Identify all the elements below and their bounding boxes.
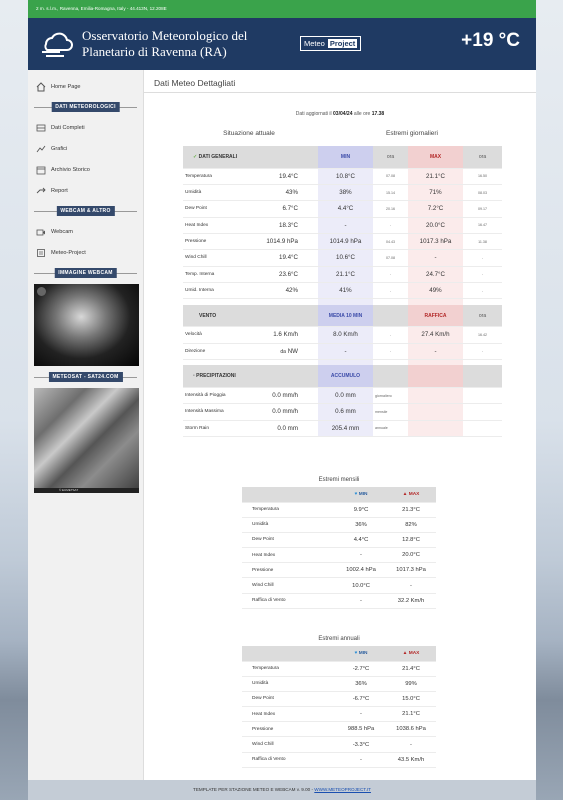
section-immagine-webcam: IMMAGINE WEBCAM (28, 266, 143, 280)
droplet-max-icon: ▲ (402, 491, 408, 497)
table-row: Wind Chill -3.3°C - (242, 737, 436, 752)
top-info-bar (28, 0, 536, 18)
webcam-image[interactable] (34, 284, 139, 366)
table-row: Dew Point -6.7°C 15.0°C (242, 691, 436, 706)
station-location: 2 m. s.l.m., Ravenna, Emilia-Romagna, Italy - 44.413N, 12.208E (36, 6, 167, 11)
archive-icon (36, 165, 46, 175)
table-row: Wind Chill 10.0°C - (242, 578, 436, 593)
table-row: Direzione da NW - - - - (183, 343, 502, 359)
satellite-caption: © EUMETSAT (34, 488, 139, 493)
table-row: Raffica di Vento - 32.2 Km/h (242, 593, 436, 608)
table-row: Temperatura -2.7°C 21.4°C (242, 661, 436, 676)
sidebar-item-label: Home Page (51, 83, 81, 90)
update-info: Dati aggiornati il 03/04/24 alle ore 17.38 (295, 111, 385, 117)
page-title: Dati Meteo Dettagliati (154, 78, 236, 88)
daily-extremes-heading: Estremi giornalieri (385, 130, 439, 137)
site-title-line2: Planetario di Ravenna (RA) (82, 44, 227, 59)
update-date: 03/04/24 (333, 111, 353, 117)
detailed-data-table (183, 146, 502, 437)
table-row: Pressione 1014.9 hPa 1014.9 hPa 04.43 1017.3 hPa 11.38 (183, 233, 502, 249)
table-row: Umid. Interna 42% 41% - 49% - (183, 282, 502, 298)
table-row: Heat Index 18.3°C - - 20.0°C 16.47 (183, 217, 502, 233)
main-content (144, 70, 536, 780)
table-row: Velocità 1.6 Km/h 8.0 Km/h - 27.4 Km/h 16.42 (183, 327, 502, 343)
sidebar-item-report[interactable] (28, 180, 143, 201)
link-icon (36, 248, 46, 258)
table-row: Umidità 36% 82% (242, 517, 436, 532)
site-title[interactable] (82, 28, 247, 60)
logo-right: Project (329, 39, 356, 48)
rain-bullet-icon: • (193, 373, 197, 380)
sidebar-item-label: Archivio Storico (51, 166, 90, 173)
current-temperature: +19 °C (461, 30, 520, 51)
footer-link[interactable]: WWW.METEOPROJECT.IT (314, 787, 371, 792)
sidebar-item-label: Dati Completi (51, 124, 85, 131)
table-row: Heat Index - 20.0°C (242, 548, 436, 563)
report-icon (36, 186, 46, 196)
sidebar-item-dati-completi[interactable] (28, 117, 143, 138)
table-row: Intensità Massima 0.0 mm/h 0.6 mm mensile (183, 404, 502, 420)
meteoproject-logo[interactable] (300, 36, 361, 51)
site-header (28, 18, 536, 70)
site-footer (28, 780, 536, 800)
droplet-min-icon: ♥ (354, 491, 358, 497)
table-row: Wind Chill 19.4°C 10.6°C 07.08 - - (183, 250, 502, 266)
table-row: Umidità 43% 38% 15.14 71% 08.03 (183, 184, 502, 200)
sidebar (28, 70, 144, 780)
table-row: Pressione 988.5 hPa 1038.6 hPa (242, 722, 436, 737)
sidebar-item-meteo-project[interactable] (28, 242, 143, 263)
site-title-line1: Osservatorio Meteorologico del (82, 28, 248, 43)
section-meteosat: METEOSAT - SAT24.COM (28, 370, 143, 384)
table-row: Pressione 1002.4 hPa 1017.3 hPa (242, 563, 436, 578)
sidebar-item-label: Webcam (51, 228, 73, 235)
sidebar-item-label: Grafici (51, 145, 68, 152)
table-row: Temp. Interna 23.6°C 21.1°C - 24.7°C - (183, 266, 502, 282)
rain-header-row: • PRECIPITAZIONI ACCUMULO (183, 365, 502, 387)
sidebar-item-label: Report (51, 187, 68, 194)
sidebar-item-webcam[interactable] (28, 221, 143, 242)
monthly-header-row: ♥ MIN ▲ MAX (242, 487, 436, 502)
table-row: Umidità 36% 99% (242, 676, 436, 691)
webcam-logo (37, 287, 46, 296)
droplet-min-icon: ♥ (354, 650, 358, 656)
divider (144, 92, 536, 93)
yearly-extremes (242, 633, 436, 768)
check-icon: ✓ (193, 153, 199, 160)
cloud-logo-icon (38, 28, 74, 58)
monthly-extremes (242, 474, 436, 609)
table-row: Intensità di Pioggia 0.0 mm/h 0.0 mm giornaliero (183, 387, 502, 403)
droplet-max-icon: ▲ (402, 650, 408, 656)
sidebar-item-grafici[interactable] (28, 138, 143, 159)
sidebar-item-home[interactable] (28, 76, 143, 97)
sidebar-item-label: Meteo-Project (51, 249, 86, 256)
monthly-title: Estremi mensili (318, 477, 360, 483)
table-row: Heat Index - 21.1°C (242, 707, 436, 722)
table-row: Dew Point 6.7°C 4.4°C 20.16 7.2°C 09.17 (183, 201, 502, 217)
section-webcam-altro: WEBCAM & ALTRO (28, 204, 143, 218)
general-header-row: ✓ DATI GENERALI MIN ora MAX ora (183, 146, 502, 168)
table-row: Temperatura 9.9°C 21.3°C (242, 502, 436, 517)
satellite-image[interactable] (34, 388, 139, 493)
table-row: Raffica di Vento - 43.5 Km/h (242, 752, 436, 767)
footer-text: TEMPLATE PER STAZIONE METEO E WEBCAM v. 9.00 - (193, 787, 314, 792)
table-row: Dew Point 4.4°C 12.8°C (242, 532, 436, 547)
home-icon (36, 82, 46, 92)
yearly-header-row: ♥ MIN ▲ MAX (242, 646, 436, 661)
yearly-title: Estremi annuali (318, 636, 360, 642)
chart-icon (36, 144, 46, 154)
camera-icon (36, 227, 46, 237)
table-row: Temperatura 19.4°C 10.8°C 07.08 21.1°C 16.50 (183, 168, 502, 184)
table-row: Storm Rain 0.0 mm 205.4 mm annuale (183, 420, 502, 436)
general-rows (183, 168, 502, 299)
table-icon (36, 123, 46, 133)
wind-header-row: VENTO MEDIA 10 MIN RAFFICA ora (183, 305, 502, 327)
sidebar-item-archivio-storico[interactable] (28, 159, 143, 180)
logo-left: Meteo (304, 39, 325, 48)
section-dati-meteorologici: DATI METEOROLOGICI (28, 100, 143, 114)
update-time: 17.38 (371, 111, 385, 117)
current-situation-heading: Situazione attuale (223, 130, 275, 137)
